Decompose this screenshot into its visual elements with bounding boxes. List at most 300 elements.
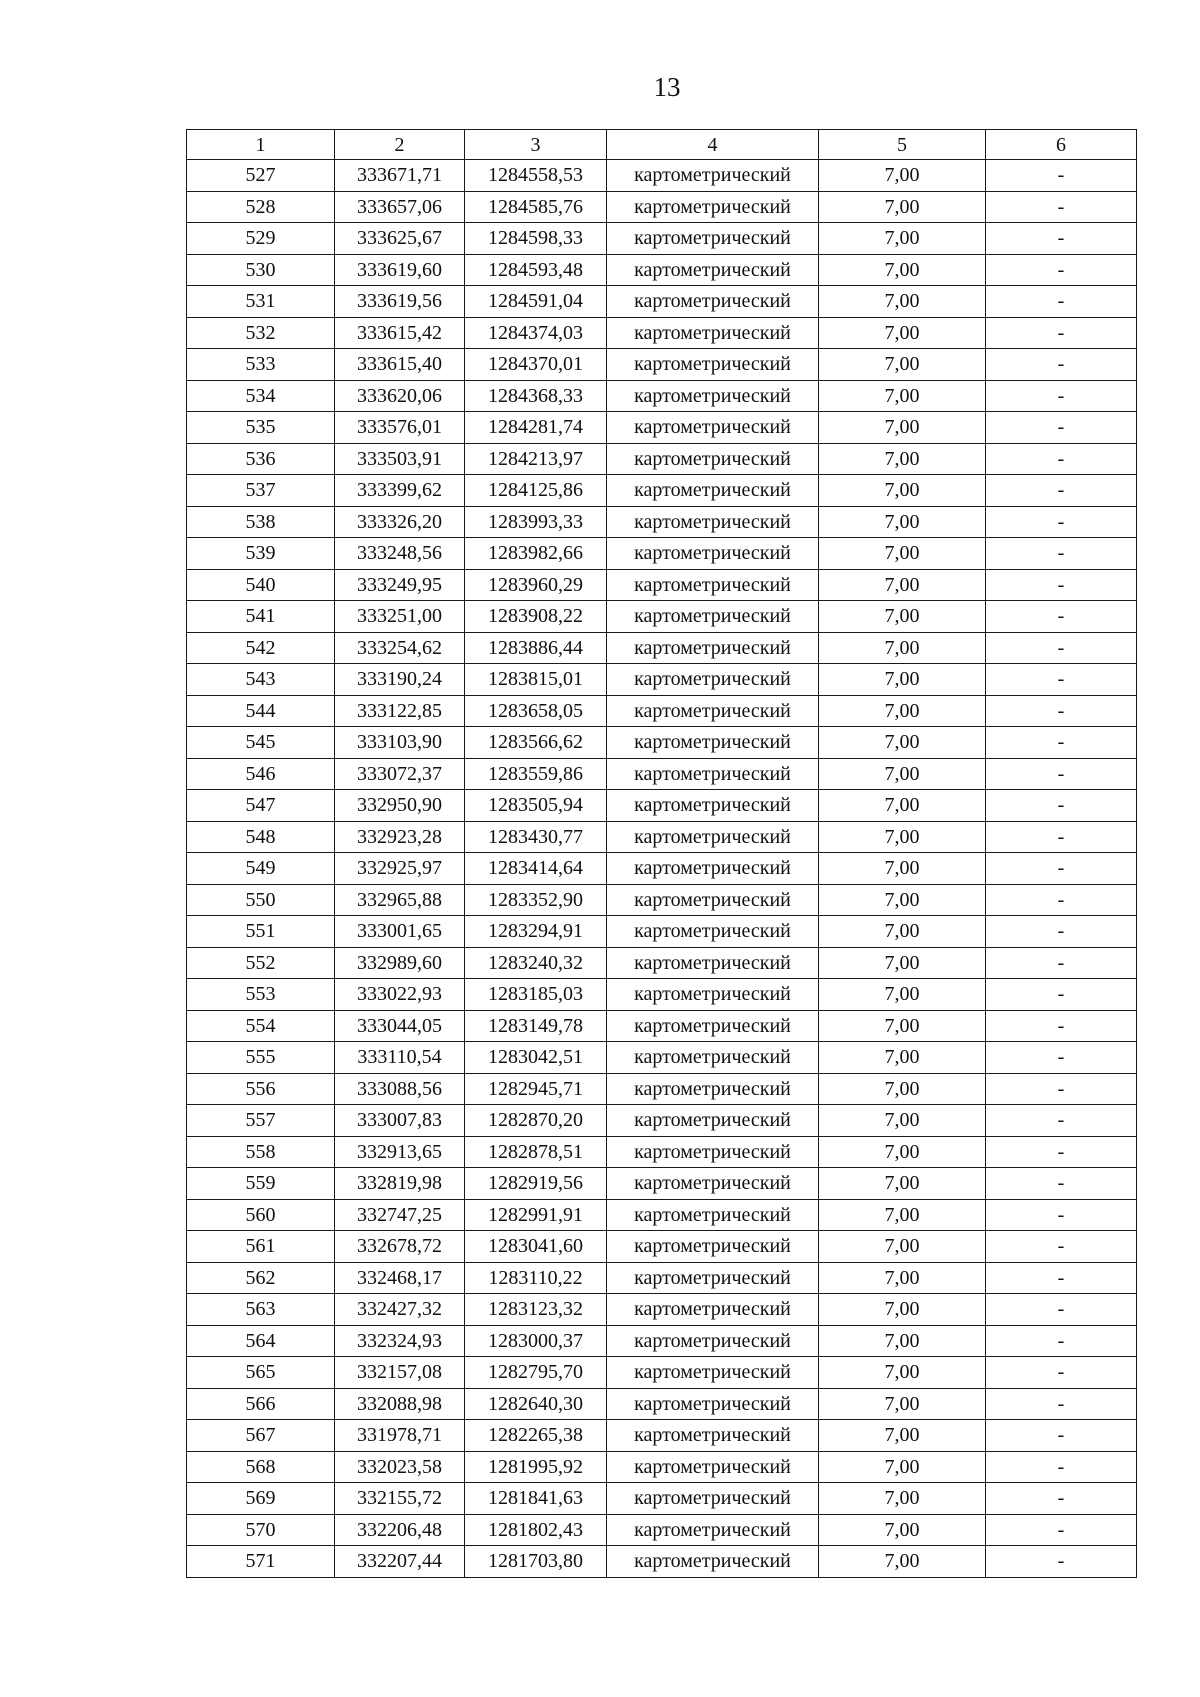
method-cell: картометрический: [607, 1073, 819, 1105]
accuracy-cell: 7,00: [819, 1073, 986, 1105]
accuracy-cell: 7,00: [819, 317, 986, 349]
x-coordinate-cell: 333326,20: [335, 506, 465, 538]
y-coordinate-cell: 1284281,74: [465, 412, 607, 444]
x-coordinate-cell: 332989,60: [335, 947, 465, 979]
method-cell: картометрический: [607, 475, 819, 507]
x-coordinate-cell: 332819,98: [335, 1168, 465, 1200]
table-row: [187, 569, 1137, 601]
x-coordinate-cell: 332023,58: [335, 1451, 465, 1483]
accuracy-cell: 7,00: [819, 1451, 986, 1483]
accuracy-cell: 7,00: [819, 1325, 986, 1357]
accuracy-cell: 7,00: [819, 727, 986, 759]
point-number-cell: 567: [187, 1420, 335, 1452]
accuracy-cell: 7,00: [819, 475, 986, 507]
y-coordinate-cell: 1284370,01: [465, 349, 607, 381]
table-row: [187, 1042, 1137, 1074]
column-header-6: 6: [986, 130, 1137, 160]
point-number-cell: 537: [187, 475, 335, 507]
method-cell: картометрический: [607, 790, 819, 822]
y-coordinate-cell: 1283559,86: [465, 758, 607, 790]
description-cell: -: [986, 1420, 1137, 1452]
point-number-cell: 554: [187, 1010, 335, 1042]
method-cell: картометрический: [607, 695, 819, 727]
table-row: [187, 1136, 1137, 1168]
column-header-2: 2: [335, 130, 465, 160]
point-number-cell: 553: [187, 979, 335, 1011]
description-cell: -: [986, 821, 1137, 853]
table-row: [187, 1325, 1137, 1357]
y-coordinate-cell: 1283042,51: [465, 1042, 607, 1074]
table-row: [187, 443, 1137, 475]
table-row: [187, 538, 1137, 570]
x-coordinate-cell: 332923,28: [335, 821, 465, 853]
method-cell: картометрический: [607, 1010, 819, 1042]
table-row: [187, 1073, 1137, 1105]
accuracy-cell: 7,00: [819, 286, 986, 318]
y-coordinate-cell: 1283908,22: [465, 601, 607, 633]
method-cell: картометрический: [607, 947, 819, 979]
x-coordinate-cell: 333001,65: [335, 916, 465, 948]
table-row: [187, 853, 1137, 885]
x-coordinate-cell: 333619,60: [335, 254, 465, 286]
accuracy-cell: 7,00: [819, 443, 986, 475]
y-coordinate-cell: 1283960,29: [465, 569, 607, 601]
description-cell: -: [986, 1294, 1137, 1326]
x-coordinate-cell: 332324,93: [335, 1325, 465, 1357]
x-coordinate-cell: 333503,91: [335, 443, 465, 475]
table-row: [187, 695, 1137, 727]
point-number-cell: 538: [187, 506, 335, 538]
point-number-cell: 543: [187, 664, 335, 696]
description-cell: -: [986, 947, 1137, 979]
point-number-cell: 552: [187, 947, 335, 979]
table-row: [187, 223, 1137, 255]
accuracy-cell: 7,00: [819, 538, 986, 570]
description-cell: -: [986, 1231, 1137, 1263]
y-coordinate-cell: 1284593,48: [465, 254, 607, 286]
accuracy-cell: 7,00: [819, 1420, 986, 1452]
column-header-1: 1: [187, 130, 335, 160]
accuracy-cell: 7,00: [819, 1388, 986, 1420]
x-coordinate-cell: 332206,48: [335, 1514, 465, 1546]
y-coordinate-cell: 1283123,32: [465, 1294, 607, 1326]
point-number-cell: 530: [187, 254, 335, 286]
table-row: [187, 1199, 1137, 1231]
description-cell: -: [986, 1136, 1137, 1168]
table-row: [187, 790, 1137, 822]
y-coordinate-cell: 1282640,30: [465, 1388, 607, 1420]
method-cell: картометрический: [607, 254, 819, 286]
description-cell: -: [986, 1262, 1137, 1294]
description-cell: -: [986, 1483, 1137, 1515]
table-row: [187, 884, 1137, 916]
table-row: [187, 601, 1137, 633]
x-coordinate-cell: 333671,71: [335, 160, 465, 192]
method-cell: картометрический: [607, 727, 819, 759]
accuracy-cell: 7,00: [819, 1199, 986, 1231]
x-coordinate-cell: 332427,32: [335, 1294, 465, 1326]
method-cell: картометрический: [607, 1357, 819, 1389]
method-cell: картометрический: [607, 821, 819, 853]
table-row: [187, 254, 1137, 286]
accuracy-cell: 7,00: [819, 1136, 986, 1168]
method-cell: картометрический: [607, 1483, 819, 1515]
description-cell: -: [986, 601, 1137, 633]
accuracy-cell: 7,00: [819, 1294, 986, 1326]
table-row: [187, 1231, 1137, 1263]
point-number-cell: 533: [187, 349, 335, 381]
point-number-cell: 542: [187, 632, 335, 664]
point-number-cell: 545: [187, 727, 335, 759]
point-number-cell: 559: [187, 1168, 335, 1200]
x-coordinate-cell: 332468,17: [335, 1262, 465, 1294]
table-row: [187, 412, 1137, 444]
accuracy-cell: 7,00: [819, 790, 986, 822]
method-cell: картометрический: [607, 758, 819, 790]
y-coordinate-cell: 1281841,63: [465, 1483, 607, 1515]
description-cell: -: [986, 412, 1137, 444]
method-cell: картометрический: [607, 632, 819, 664]
x-coordinate-cell: 333022,93: [335, 979, 465, 1011]
table-row: [187, 632, 1137, 664]
accuracy-cell: 7,00: [819, 1010, 986, 1042]
description-cell: -: [986, 380, 1137, 412]
method-cell: картометрический: [607, 1546, 819, 1578]
x-coordinate-cell: 333190,24: [335, 664, 465, 696]
table-row: [187, 821, 1137, 853]
x-coordinate-cell: 333007,83: [335, 1105, 465, 1137]
accuracy-cell: 7,00: [819, 223, 986, 255]
method-cell: картометрический: [607, 853, 819, 885]
x-coordinate-cell: 333625,67: [335, 223, 465, 255]
x-coordinate-cell: 332155,72: [335, 1483, 465, 1515]
table-row: [187, 1546, 1137, 1578]
table-row: [187, 1010, 1137, 1042]
description-cell: -: [986, 664, 1137, 696]
point-number-cell: 560: [187, 1199, 335, 1231]
x-coordinate-cell: 333657,06: [335, 191, 465, 223]
description-cell: -: [986, 1042, 1137, 1074]
y-coordinate-cell: 1283149,78: [465, 1010, 607, 1042]
y-coordinate-cell: 1283982,66: [465, 538, 607, 570]
x-coordinate-cell: 333103,90: [335, 727, 465, 759]
x-coordinate-cell: 333615,42: [335, 317, 465, 349]
accuracy-cell: 7,00: [819, 884, 986, 916]
accuracy-cell: 7,00: [819, 1357, 986, 1389]
table-row: [187, 160, 1137, 192]
point-number-cell: 556: [187, 1073, 335, 1105]
x-coordinate-cell: 332088,98: [335, 1388, 465, 1420]
method-cell: картометрический: [607, 601, 819, 633]
accuracy-cell: 7,00: [819, 506, 986, 538]
description-cell: -: [986, 758, 1137, 790]
y-coordinate-cell: 1284591,04: [465, 286, 607, 318]
accuracy-cell: 7,00: [819, 412, 986, 444]
y-coordinate-cell: 1283000,37: [465, 1325, 607, 1357]
table-row: [187, 191, 1137, 223]
point-number-cell: 571: [187, 1546, 335, 1578]
method-cell: картометрический: [607, 1105, 819, 1137]
table-row: [187, 727, 1137, 759]
table-row: [187, 758, 1137, 790]
x-coordinate-cell: 333399,62: [335, 475, 465, 507]
description-cell: -: [986, 979, 1137, 1011]
method-cell: картометрический: [607, 412, 819, 444]
x-coordinate-cell: 333248,56: [335, 538, 465, 570]
x-coordinate-cell: 332950,90: [335, 790, 465, 822]
method-cell: картометрический: [607, 160, 819, 192]
x-coordinate-cell: 333249,95: [335, 569, 465, 601]
method-cell: картометрический: [607, 1420, 819, 1452]
point-number-cell: 561: [187, 1231, 335, 1263]
x-coordinate-cell: 333088,56: [335, 1073, 465, 1105]
accuracy-cell: 7,00: [819, 349, 986, 381]
coordinates-table: [186, 129, 1137, 1578]
point-number-cell: 546: [187, 758, 335, 790]
description-cell: -: [986, 727, 1137, 759]
method-cell: картометрический: [607, 916, 819, 948]
method-cell: картометрический: [607, 1199, 819, 1231]
accuracy-cell: 7,00: [819, 1231, 986, 1263]
method-cell: картометрический: [607, 1136, 819, 1168]
method-cell: картометрический: [607, 1168, 819, 1200]
table-row: [187, 1262, 1137, 1294]
y-coordinate-cell: 1283414,64: [465, 853, 607, 885]
accuracy-cell: 7,00: [819, 916, 986, 948]
accuracy-cell: 7,00: [819, 1105, 986, 1137]
accuracy-cell: 7,00: [819, 853, 986, 885]
description-cell: -: [986, 1073, 1137, 1105]
method-cell: картометрический: [607, 1325, 819, 1357]
method-cell: картометрический: [607, 884, 819, 916]
column-header-5: 5: [819, 130, 986, 160]
header-row: [187, 130, 1137, 160]
method-cell: картометрический: [607, 664, 819, 696]
point-number-cell: 555: [187, 1042, 335, 1074]
table-row: [187, 349, 1137, 381]
description-cell: -: [986, 695, 1137, 727]
y-coordinate-cell: 1283886,44: [465, 632, 607, 664]
table-row: [187, 380, 1137, 412]
accuracy-cell: 7,00: [819, 695, 986, 727]
point-number-cell: 540: [187, 569, 335, 601]
description-cell: -: [986, 317, 1137, 349]
y-coordinate-cell: 1284585,76: [465, 191, 607, 223]
point-number-cell: 535: [187, 412, 335, 444]
method-cell: картометрический: [607, 380, 819, 412]
accuracy-cell: 7,00: [819, 1168, 986, 1200]
table-row: [187, 664, 1137, 696]
accuracy-cell: 7,00: [819, 254, 986, 286]
description-cell: -: [986, 191, 1137, 223]
table-row: [187, 506, 1137, 538]
x-coordinate-cell: 332925,97: [335, 853, 465, 885]
point-number-cell: 528: [187, 191, 335, 223]
y-coordinate-cell: 1284213,97: [465, 443, 607, 475]
x-coordinate-cell: 332207,44: [335, 1546, 465, 1578]
description-cell: -: [986, 632, 1137, 664]
table-row: [187, 475, 1137, 507]
description-cell: -: [986, 223, 1137, 255]
table-row: [187, 1388, 1137, 1420]
description-cell: -: [986, 1105, 1137, 1137]
accuracy-cell: 7,00: [819, 1483, 986, 1515]
table-row: [187, 979, 1137, 1011]
accuracy-cell: 7,00: [819, 191, 986, 223]
y-coordinate-cell: 1283815,01: [465, 664, 607, 696]
y-coordinate-cell: 1283352,90: [465, 884, 607, 916]
method-cell: картометрический: [607, 223, 819, 255]
table-row: [187, 1514, 1137, 1546]
point-number-cell: 547: [187, 790, 335, 822]
y-coordinate-cell: 1282919,56: [465, 1168, 607, 1200]
x-coordinate-cell: 332747,25: [335, 1199, 465, 1231]
description-cell: -: [986, 538, 1137, 570]
y-coordinate-cell: 1282945,71: [465, 1073, 607, 1105]
point-number-cell: 569: [187, 1483, 335, 1515]
x-coordinate-cell: 332965,88: [335, 884, 465, 916]
y-coordinate-cell: 1284125,86: [465, 475, 607, 507]
description-cell: -: [986, 853, 1137, 885]
y-coordinate-cell: 1283430,77: [465, 821, 607, 853]
description-cell: -: [986, 1168, 1137, 1200]
description-cell: -: [986, 349, 1137, 381]
accuracy-cell: 7,00: [819, 664, 986, 696]
method-cell: картометрический: [607, 538, 819, 570]
table-row: [187, 916, 1137, 948]
x-coordinate-cell: 331978,71: [335, 1420, 465, 1452]
point-number-cell: 563: [187, 1294, 335, 1326]
y-coordinate-cell: 1282991,91: [465, 1199, 607, 1231]
x-coordinate-cell: 333110,54: [335, 1042, 465, 1074]
description-cell: -: [986, 1325, 1137, 1357]
point-number-cell: 570: [187, 1514, 335, 1546]
table-body: [187, 160, 1137, 1578]
table-row: [187, 1451, 1137, 1483]
point-number-cell: 534: [187, 380, 335, 412]
point-number-cell: 527: [187, 160, 335, 192]
point-number-cell: 568: [187, 1451, 335, 1483]
table-row: [187, 286, 1137, 318]
column-header-3: 3: [465, 130, 607, 160]
table-header: [187, 130, 1137, 160]
point-number-cell: 549: [187, 853, 335, 885]
method-cell: картометрический: [607, 569, 819, 601]
description-cell: -: [986, 884, 1137, 916]
method-cell: картометрический: [607, 317, 819, 349]
description-cell: -: [986, 1514, 1137, 1546]
x-coordinate-cell: 332913,65: [335, 1136, 465, 1168]
method-cell: картометрический: [607, 191, 819, 223]
table-row: [187, 1105, 1137, 1137]
method-cell: картометрический: [607, 979, 819, 1011]
table-row: [187, 947, 1137, 979]
description-cell: -: [986, 1357, 1137, 1389]
method-cell: картометрический: [607, 1042, 819, 1074]
x-coordinate-cell: 332678,72: [335, 1231, 465, 1263]
method-cell: картометрический: [607, 349, 819, 381]
accuracy-cell: 7,00: [819, 947, 986, 979]
point-number-cell: 548: [187, 821, 335, 853]
y-coordinate-cell: 1282870,20: [465, 1105, 607, 1137]
y-coordinate-cell: 1281802,43: [465, 1514, 607, 1546]
y-coordinate-cell: 1282795,70: [465, 1357, 607, 1389]
table-row: [187, 317, 1137, 349]
accuracy-cell: 7,00: [819, 1514, 986, 1546]
table-row: [187, 1420, 1137, 1452]
x-coordinate-cell: 333122,85: [335, 695, 465, 727]
point-number-cell: 531: [187, 286, 335, 318]
point-number-cell: 544: [187, 695, 335, 727]
y-coordinate-cell: 1283658,05: [465, 695, 607, 727]
accuracy-cell: 7,00: [819, 569, 986, 601]
table-row: [187, 1357, 1137, 1389]
column-header-4: 4: [607, 130, 819, 160]
accuracy-cell: 7,00: [819, 821, 986, 853]
x-coordinate-cell: 333044,05: [335, 1010, 465, 1042]
accuracy-cell: 7,00: [819, 380, 986, 412]
method-cell: картометрический: [607, 286, 819, 318]
point-number-cell: 541: [187, 601, 335, 633]
description-cell: -: [986, 1199, 1137, 1231]
accuracy-cell: 7,00: [819, 160, 986, 192]
y-coordinate-cell: 1283185,03: [465, 979, 607, 1011]
x-coordinate-cell: 333620,06: [335, 380, 465, 412]
point-number-cell: 558: [187, 1136, 335, 1168]
table-row: [187, 1168, 1137, 1200]
table-row: [187, 1294, 1137, 1326]
point-number-cell: 539: [187, 538, 335, 570]
point-number-cell: 529: [187, 223, 335, 255]
description-cell: -: [986, 1451, 1137, 1483]
method-cell: картометрический: [607, 1514, 819, 1546]
accuracy-cell: 7,00: [819, 758, 986, 790]
y-coordinate-cell: 1283505,94: [465, 790, 607, 822]
y-coordinate-cell: 1281995,92: [465, 1451, 607, 1483]
y-coordinate-cell: 1282878,51: [465, 1136, 607, 1168]
description-cell: -: [986, 1010, 1137, 1042]
method-cell: картометрический: [607, 1262, 819, 1294]
description-cell: -: [986, 916, 1137, 948]
description-cell: -: [986, 790, 1137, 822]
y-coordinate-cell: 1283110,22: [465, 1262, 607, 1294]
method-cell: картометрический: [607, 1451, 819, 1483]
description-cell: -: [986, 443, 1137, 475]
method-cell: картометрический: [607, 1294, 819, 1326]
point-number-cell: 536: [187, 443, 335, 475]
x-coordinate-cell: 333615,40: [335, 349, 465, 381]
point-number-cell: 564: [187, 1325, 335, 1357]
method-cell: картометрический: [607, 506, 819, 538]
accuracy-cell: 7,00: [819, 1042, 986, 1074]
y-coordinate-cell: 1283566,62: [465, 727, 607, 759]
description-cell: -: [986, 254, 1137, 286]
description-cell: -: [986, 475, 1137, 507]
y-coordinate-cell: 1283993,33: [465, 506, 607, 538]
x-coordinate-cell: 333576,01: [335, 412, 465, 444]
y-coordinate-cell: 1284374,03: [465, 317, 607, 349]
x-coordinate-cell: 333619,56: [335, 286, 465, 318]
description-cell: -: [986, 1546, 1137, 1578]
y-coordinate-cell: 1283294,91: [465, 916, 607, 948]
y-coordinate-cell: 1284368,33: [465, 380, 607, 412]
x-coordinate-cell: 332157,08: [335, 1357, 465, 1389]
point-number-cell: 557: [187, 1105, 335, 1137]
y-coordinate-cell: 1282265,38: [465, 1420, 607, 1452]
y-coordinate-cell: 1283240,32: [465, 947, 607, 979]
y-coordinate-cell: 1284598,33: [465, 223, 607, 255]
method-cell: картометрический: [607, 1231, 819, 1263]
